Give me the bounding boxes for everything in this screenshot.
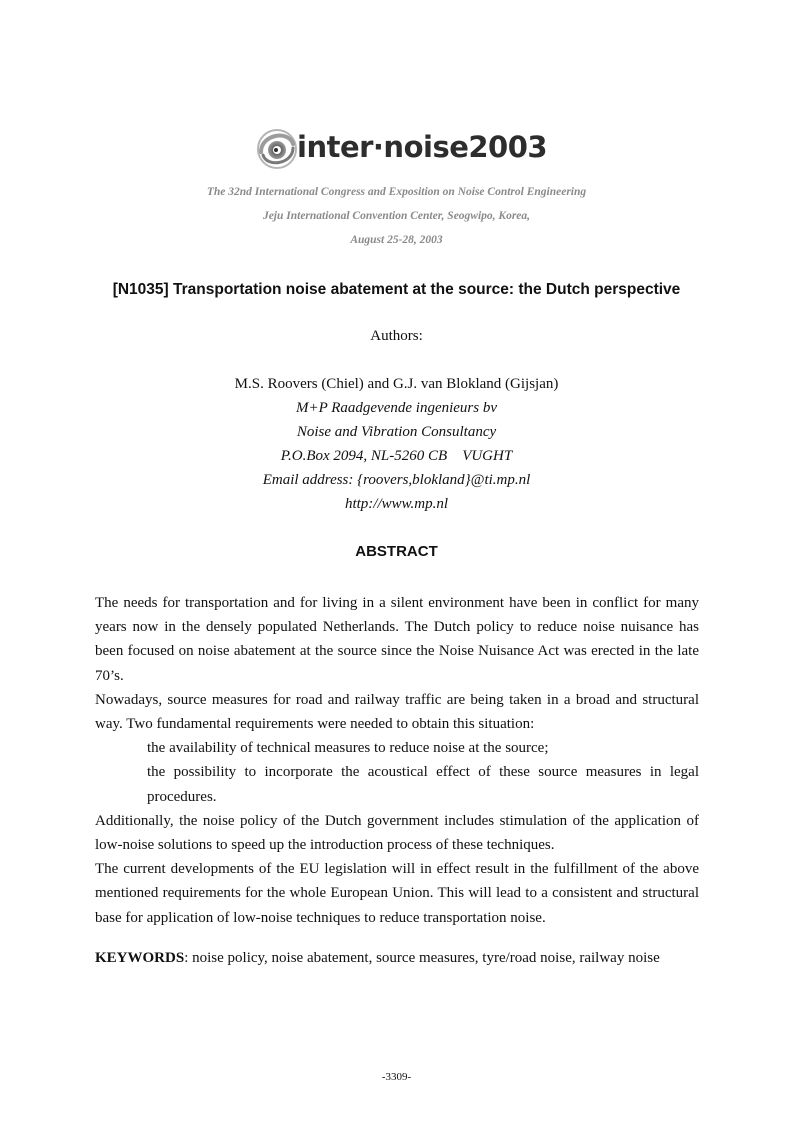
affiliation-address: P.O.Box 2094, NL-5260 CB VUGHT <box>280 448 513 464</box>
keywords-line <box>95 950 715 967</box>
keywords-label: KEYWORDS <box>95 950 185 966</box>
abstract-paragraph-2: Nowadays, source measures for road and railway traffic are being taken in a broad and structural way. Two fundamental requirements were needed to obtain this situation: <box>95 691 699 733</box>
conference-name: The 32nd International Congress and Exposition on Noise Control Engineering <box>206 186 587 198</box>
affiliation-email[interactable]: Email address: {roovers,blokland}@ti.mp.nl <box>262 472 531 488</box>
abstract-list-item-2: the possibility to incorporate the acoustical effect of these source measures in legal procedures. <box>147 764 699 805</box>
keywords-text: noise policy, noise abatement, source measures, tyre/road noise, railway noise <box>188 950 660 966</box>
abstract-paragraph-4: The current developments of the EU legislation will in effect result in the fulfillment of the above mentioned requirements for the whole European Union. This will lead to a consistent and structural base for application of low-noise techniques to reduce transportation noise. <box>95 861 699 926</box>
logo-wordmark: inter·noise2003 <box>297 130 548 164</box>
abstract-list-item-1: the availability of technical measures to reduce noise at the source; <box>147 740 549 757</box>
affiliation-department: Noise and Vibration Consultancy <box>296 424 497 440</box>
affiliation-website-link[interactable]: http://www.mp.nl <box>344 496 449 512</box>
keywords-separator: : <box>184 950 189 966</box>
abstract-heading: ABSTRACT <box>355 543 438 560</box>
conference-venue: Jeju International Convention Center, Seogwipo, Korea, <box>262 210 531 222</box>
abstract-body <box>95 591 699 930</box>
conference-dates: August 25-28, 2003 <box>350 234 443 246</box>
abstract-paragraph-3: Additionally, the noise policy of the Dutch government includes stimulation of the application of low-noise solutions to speed up the introduction process of these techniques. <box>95 812 699 854</box>
inter-noise-logo <box>255 122 548 176</box>
abstract-paragraph-1: The needs for transportation and for living in a silent environment have been in conflict for many years now in the densely populated Netherlands. The Dutch policy to reduce noise nuisance has been focused on noise abatement at the source since the Noise Nuisance Act was erected in the late 70’s. <box>95 595 699 684</box>
swirl-logo-icon <box>255 122 299 176</box>
authors-label: Authors: <box>370 328 423 344</box>
affiliation-company: M+P Raadgevende ingenieurs bv <box>295 400 498 416</box>
author-names: M.S. Roovers (Chiel) and G.J. van Blokland (Gijsjan) <box>234 376 559 392</box>
page-number: -3309- <box>381 1071 412 1083</box>
paper-title: [N1035] Transportation noise abatement at the source: the Dutch perspective <box>112 281 681 298</box>
